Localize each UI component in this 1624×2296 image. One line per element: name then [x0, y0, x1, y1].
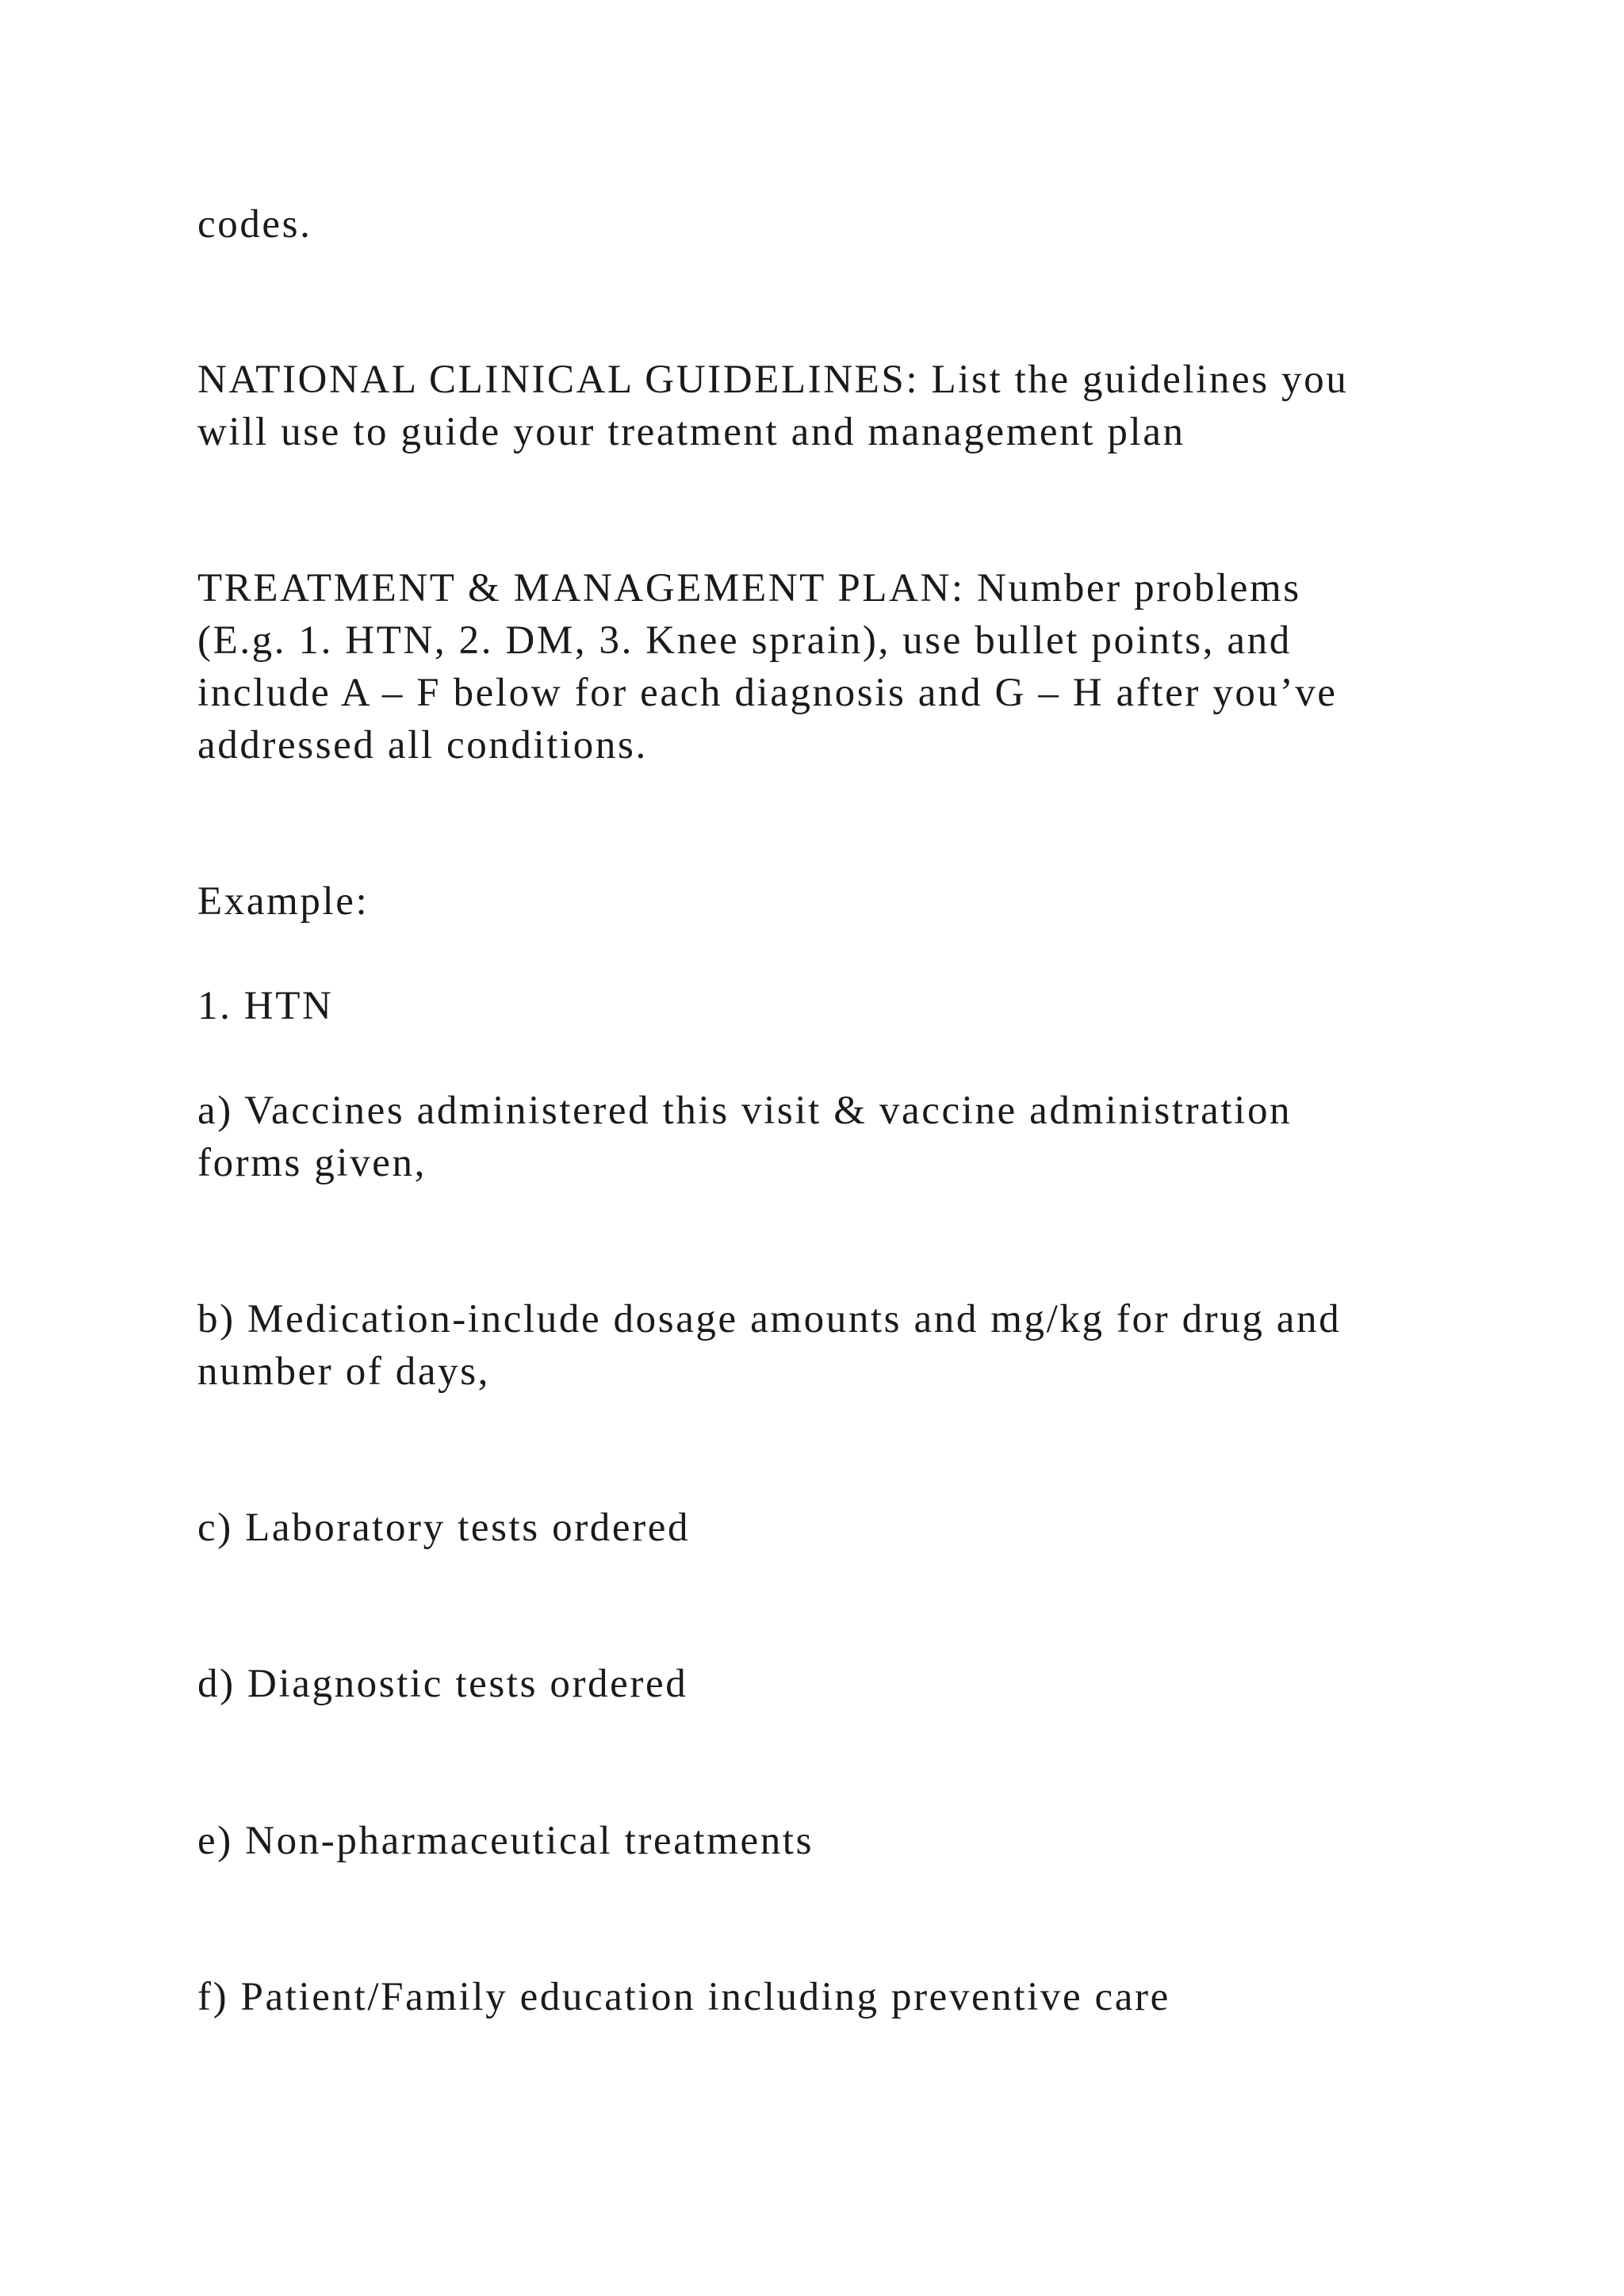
- text-line-plan-example: (E.g. 1. HTN, 2. DM, 3. Knee sprain), use bullet points, and: [197, 618, 1292, 663]
- text-line-problem-htn: 1. HTN: [197, 984, 334, 1028]
- text-line-guidelines-continued: will use to guide your treatment and management plan: [197, 410, 1185, 454]
- text-line-item-b: b) Medication-include dosage amounts and mg/kg for drug and: [197, 1297, 1342, 1341]
- text-line-item-a-continued: forms given,: [197, 1141, 427, 1185]
- text-line-plan-heading: TREATMENT & MANAGEMENT PLAN: Number problems: [197, 566, 1301, 610]
- text-line-item-d: d) Diagnostic tests ordered: [197, 1662, 688, 1706]
- text-line-guidelines-heading: NATIONAL CLINICAL GUIDELINES: List the guidelines you: [197, 358, 1349, 402]
- text-line-plan-instructions: include A – F below for each diagnosis and G – H after you’ve: [197, 671, 1338, 715]
- text-line-item-f: f) Patient/Family education including preventive care: [197, 1975, 1170, 2019]
- text-line-example-label: Example:: [197, 879, 370, 924]
- text-line-item-e: e) Non-pharmaceutical treatments: [197, 1819, 814, 1863]
- text-line-item-a: a) Vaccines administered this visit & vaccine administration: [197, 1089, 1293, 1133]
- text-line-item-b-continued: number of days,: [197, 1349, 491, 1394]
- text-line-codes: codes.: [197, 202, 312, 247]
- text-line-plan-end: addressed all conditions.: [197, 723, 648, 767]
- text-line-item-c: c) Laboratory tests ordered: [197, 1506, 691, 1550]
